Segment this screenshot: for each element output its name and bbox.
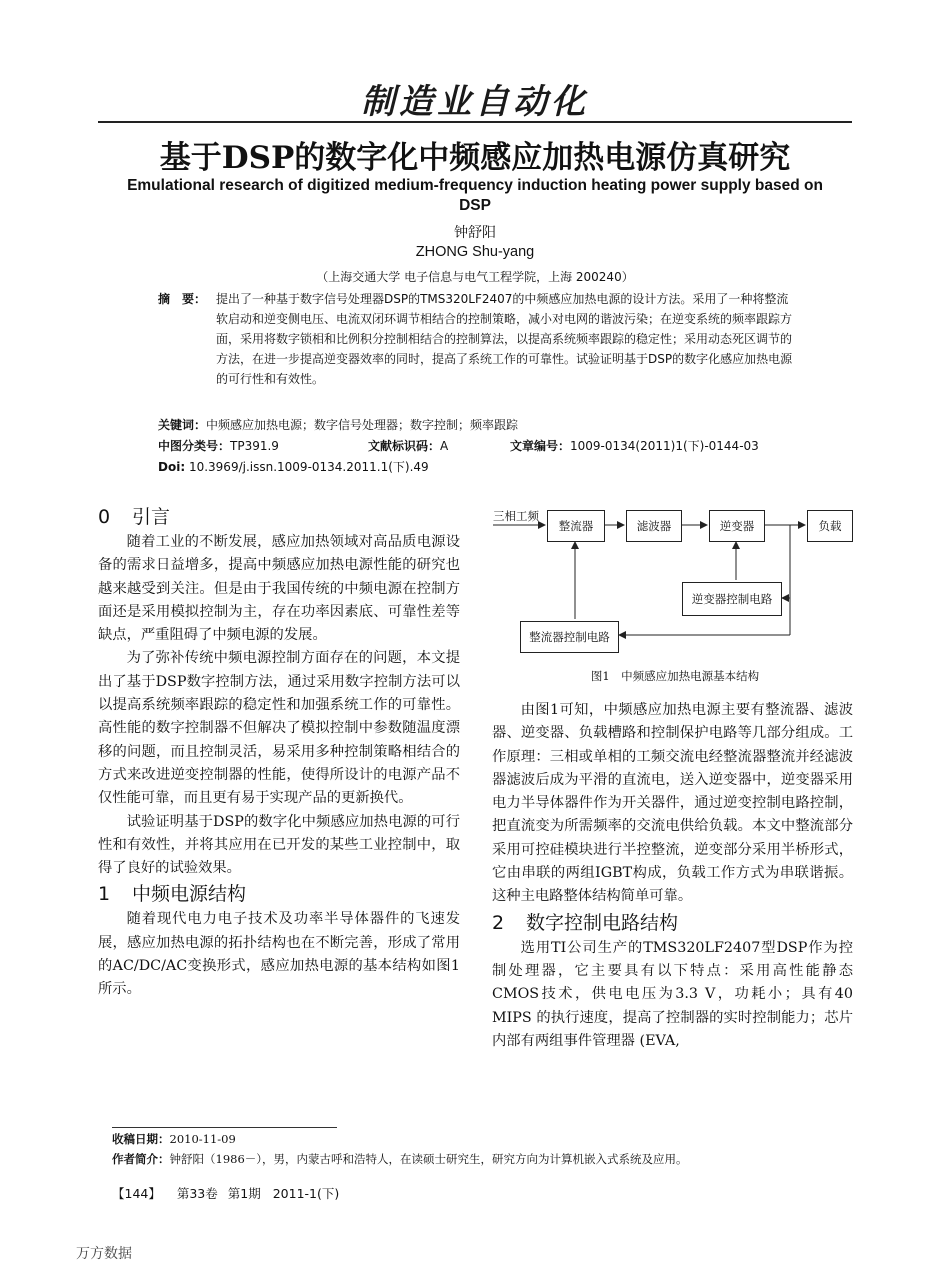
page-number: 【144】 — [112, 1186, 161, 1201]
filter-box: 滤波器 — [626, 510, 682, 542]
section-1-title: 中频电源结构 — [132, 883, 247, 906]
section-0-heading — [98, 503, 460, 531]
volume: 第33卷 — [176, 1186, 218, 1201]
clc-value: TP391.9 — [230, 439, 279, 453]
keywords-text: 中频感应加热电源；数字信号处理器；数字控制；频率跟踪 — [206, 418, 519, 432]
author-bio-label: 作者简介： — [112, 1152, 170, 1166]
article-no-value: 1009-0134(2011)1(下)-0144-03 — [570, 439, 759, 453]
right-column — [492, 699, 853, 1053]
author-cn: 钟舒阳 — [454, 225, 496, 241]
section-1-paragraph-1: 随着现代电力电子技术及功率半导体器件的飞速发展，感应加热电源的拓扑结构也在不断完善，形成了常用的AC/DC/AC变换形式，感应加热电源的基本结构如图1所示。 — [98, 911, 460, 998]
section-0-number: 0 — [98, 506, 111, 528]
section-1-heading — [98, 880, 460, 908]
article-no — [510, 439, 759, 453]
author-bio-value: 钟舒阳（1986－），男，内蒙古呼和浩特人，在读硕士研究生，研究方向为计算机嵌入式系统及应用。 — [169, 1152, 688, 1166]
input-label: 三相工频 — [493, 509, 539, 523]
clc-label: 中图分类号： — [158, 439, 231, 453]
doc-code-value: A — [440, 439, 449, 453]
load-box: 负载 — [807, 510, 853, 542]
footnote-received — [112, 1130, 812, 1148]
doi-line — [158, 457, 798, 477]
abstract-text: 提出了一种基于数字信号处理器DSP的TMS320LF2407的中频感应加热电源的设计方法。采用了一种将整流软启动和逆变侧电压、电流双闭环调节相结合的控制策略，减小对电网的谐波污染；在逆变系统的频率跟踪方面，采用将数字锁相和比例积分控制相结合的控制算法，以提高系统频率跟踪的稳定性；采用动态死区调节的方法，在进一步提高逆变器效率的同时，提高了系统工作的可靠性。试验证明基于DSP的数字化感应加热电源的可行性和有效性。 — [216, 292, 793, 386]
figure-1-caption: 图1 中频感应加热电源基本结构 — [590, 669, 760, 683]
doc-code-label: 文献标识码： — [368, 439, 441, 453]
article-no-label: 文章编号： — [510, 439, 571, 453]
rectifier-box: 整流器 — [547, 510, 605, 542]
section-0-paragraph-1: 随着工业的不断发展，感应加热领域对高品质电源设备的需求日益增多，提高中频感应加热电源性能的研究也越来越受到关注。但是由于我国传统的中频电源在控制方面还是采用模拟控制为主，存在功率因素底、可靠性差等缺点，严重阻碍了中频电源的发展。 — [98, 534, 460, 644]
footnote-rule — [112, 1127, 337, 1128]
section-2-number: 2 — [492, 911, 505, 934]
page-info — [112, 1184, 339, 1202]
section-2-title: 数字控制电路结构 — [526, 911, 679, 934]
clc — [158, 436, 368, 456]
issue: 第1期 — [227, 1186, 261, 1201]
doc-code — [368, 436, 510, 456]
received-value: 2010-11-09 — [169, 1132, 236, 1146]
section-0-paragraph-3: 试验证明基于DSP的数字化中频感应加热电源的可行性和有效性，并将其应用在已开发的某些工业控制中，取得了良好的试验效果。 — [98, 813, 460, 877]
section-0-paragraph-2: 为了弥补传统中频电源控制方面存在的问题，本文提出了基于DSP数字控制方法，通过采用数字控制方法可以以提高系统频率跟踪的稳定性和加强系统工作的可靠性。高性能的数字控制器不但解决了模拟控制中参数随温度漂移的问题，而且控制灵活，易采用多种控制策略相结合的方式来改进逆变控制器的性能，使得所设计的电源产品不仅性能可靠，而且更有易于实现产品的更新换代。 — [98, 650, 460, 807]
keywords — [158, 415, 798, 435]
header-rule — [98, 121, 852, 123]
rectifier-control-box: 整流器控制电路 — [520, 621, 619, 653]
classification-line — [158, 436, 818, 456]
right-paragraph-2: 选用TI公司生产的TMS320LF2407型DSP作为控制处理器，它主要具有以下特点：采用高性能静态CMOS技术，供电电压为3.3 V，功耗小；具有40 MIPS 的执行速度，提高了控制器的实时控制能力；芯片内部有两组事件管理器 (EVA, — [492, 939, 853, 1049]
figure-1 — [490, 505, 860, 685]
footnote-author — [112, 1150, 842, 1168]
doi-value: 10.3969/j.issn.1009-0134.2011.1(下).49 — [188, 460, 429, 474]
section-1-number: 1 — [98, 883, 111, 906]
inverter-control-box: 逆变器控制电路 — [682, 582, 782, 616]
inverter-box: 逆变器 — [709, 510, 765, 542]
journal-name: 制造业自动化 — [361, 82, 589, 122]
title-cn: 基于DSP的数字化中频感应加热电源仿真研究 — [159, 140, 791, 176]
section-0-title: 引言 — [132, 506, 171, 528]
affiliation: （上海交通大学 电子信息与电气工程学院，上海 200240） — [316, 270, 634, 284]
issue-date: 2011-1(下) — [272, 1186, 340, 1201]
abstract-label: 摘 要： — [158, 292, 207, 306]
title-en: Emulational research of digitized medium-frequency induction heating power supply based on DSP — [127, 177, 823, 214]
keywords-label: 关键词： — [158, 418, 207, 432]
doi-label: Doi: — [158, 460, 186, 474]
watermark: 万方数据 — [76, 1246, 132, 1262]
left-column — [98, 503, 460, 1002]
right-paragraph-1: 由图1可知，中频感应加热电源主要有整流器、滤波器、逆变器、负载槽路和控制保护电路等几部分组成。工作原理：三相或单相的工频交流电经整流器整流并经滤波器滤波后成为平滑的直流电，送入逆变器中，逆变器采用电力半导体器件作为开关器件，通过逆变控制电路控制，把直流变为所需频率的交流电供给负载。本文中整流部分采用可控硅模块进行半控整流，逆变部分采用半桥形式，它由串联的两组IGBT构成，负载工作方式为串联谐振。这种主电路整体结构简单可靠。 — [492, 702, 853, 905]
author-en: ZHONG Shu-yang — [415, 244, 535, 260]
received-label: 收稿日期： — [112, 1132, 170, 1146]
section-2-heading — [492, 909, 853, 937]
